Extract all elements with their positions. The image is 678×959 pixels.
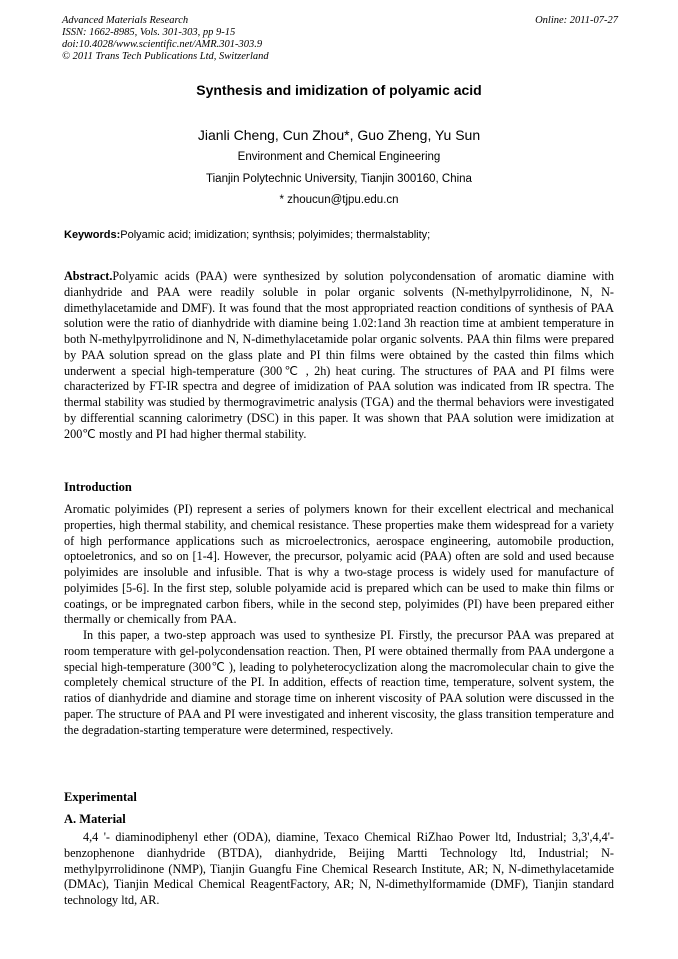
experimental-heading: Experimental [64, 790, 137, 804]
abstract [64, 269, 614, 442]
affiliation-univ: Tianjin Polytechnic University, Tianjin 300160, China [206, 173, 472, 185]
keywords [64, 229, 620, 241]
abstract-text: Polyamic acids (PAA) were synthesized by solution polycondensation of aromatic diamine with dianhydride and PAA were readily soluble in polar organic solvents (N-methylpyrrolidinone, N, N-dimethylacetamide and DMF). It was found that the most appropriated reaction conditions of synthesis of PAA solution were the ratio of dianhydride with diamine being 1.02:1and 3h reaction time at ambient temperature in both N-methylpyrrolidinone and N, N-dimethylacetamide polar organic solvents. PAA thin films were prepared by PAA solution spread on the glass plate and PI thin films were obtained by the casted thin films which underwent a special high-temperature (300℃ , 2h) heat curing. The structures of PAA and PI films were characterized by FT-IR spectra and degree of imidization of PAA solution was indicated from IR spectra. The thermal stability was studied by thermogravimetric analysis (TGA) and the thermal behaviors were investigated by differential scanning calorimetry (DSC) in this paper. It was shown that PAA solution were imidization at 200℃ mostly and PI had higher thermal stability. [64, 269, 614, 441]
copyright-line: © 2011 Trans Tech Publications Ltd, Switzerland [62, 51, 269, 62]
author-list: Jianli Cheng, Cun Zhou*, Guo Zheng, Yu Sun [197, 127, 481, 143]
keywords-label: Keywords: [64, 229, 121, 241]
intro-paragraph-2: In this paper, a two-step approach was used to synthesize PI. Firstly, the precursor PAA was prepared at room temperature with gel-polycondensation reaction. Then, PI were obtained thermally from PAA undergone a special high-temperature (300℃ ), leading to polyheterocyclization along the macromolecular chain to give the completely chemical structure of the PI. In addition, effects of reaction time, temperature, solvent system, the ratios of dianhydride and diamine and storage time on inherent viscosity of PAA solution were discussed in the paper. The structure of PAA and PI were investigated and inherent viscosity, the glass transition temperature and the degradation-starting temperature were determined, respectively. [64, 628, 614, 737]
introduction-heading: Introduction [64, 480, 132, 494]
journal-name: Advanced Materials Research [62, 15, 189, 26]
affiliation-dept: Environment and Chemical Engineering [237, 151, 441, 163]
affiliation-email: * zhoucun@tjpu.edu.cn [279, 194, 399, 206]
journal-header [62, 15, 618, 63]
introduction-body [64, 502, 614, 738]
material-body [64, 830, 614, 909]
intro-paragraph-1: Aromatic polyimides (PI) represent a series of polymers known for their excellent electrical and mechanical properties, high thermal stability, and chemical resistance. These properties make them widespread for a variety of high performance applications such as microelectronics, aerospace engineering, automobile production, optoeletronics, and so on [1-4]. However, the precursor, polyamic acid (PAA) often are sold and used because polyimides are insoluble and infusible. That is why a two-stage process is widely used for manufacture of polyimides [5-6]. In the first step, soluble polyamide acid is prepared which can be used to make thin films or coatings, or be impregnated carbon fibers, while in the second step, polyimides (PI) have been prepared either thermally or chemically from PAA. [64, 502, 614, 627]
online-date: Online: 2011-07-27 [535, 15, 618, 26]
abstract-label: Abstract. [64, 269, 113, 283]
material-paragraph: 4,4 '- diaminodiphenyl ether (ODA), diamine, Texaco Chemical RiZhao Power ltd, Industrial; 3,3',4,4'- benzophenone dianhydride (BTDA), dianhydride, Beijing Martti Technology ltd, Industrial; N-methylpyrrolidinone (NMP), Tianjin Guangfu Fine Chemical Research Institute, AR; N, N-dimethylacetamide (DMAc), Tianjin Medical Chemical ReagentFactory, AR; N, N-dimethylformamide (DMF), Tianjin standard technology ltd, AR. [64, 830, 614, 907]
doi-line: doi:10.4028/www.scientific.net/AMR.301-303.9 [62, 39, 263, 50]
paper-title: Synthesis and imidization of polyamic acid [196, 82, 482, 98]
issn-line: ISSN: 1662-8985, Vols. 301-303, pp 9-15 [62, 27, 236, 38]
keywords-text: Polyamic acid; imidization; synthsis; polyimides; thermalstablity; [120, 229, 431, 241]
material-subheading: A. Material [64, 812, 126, 826]
